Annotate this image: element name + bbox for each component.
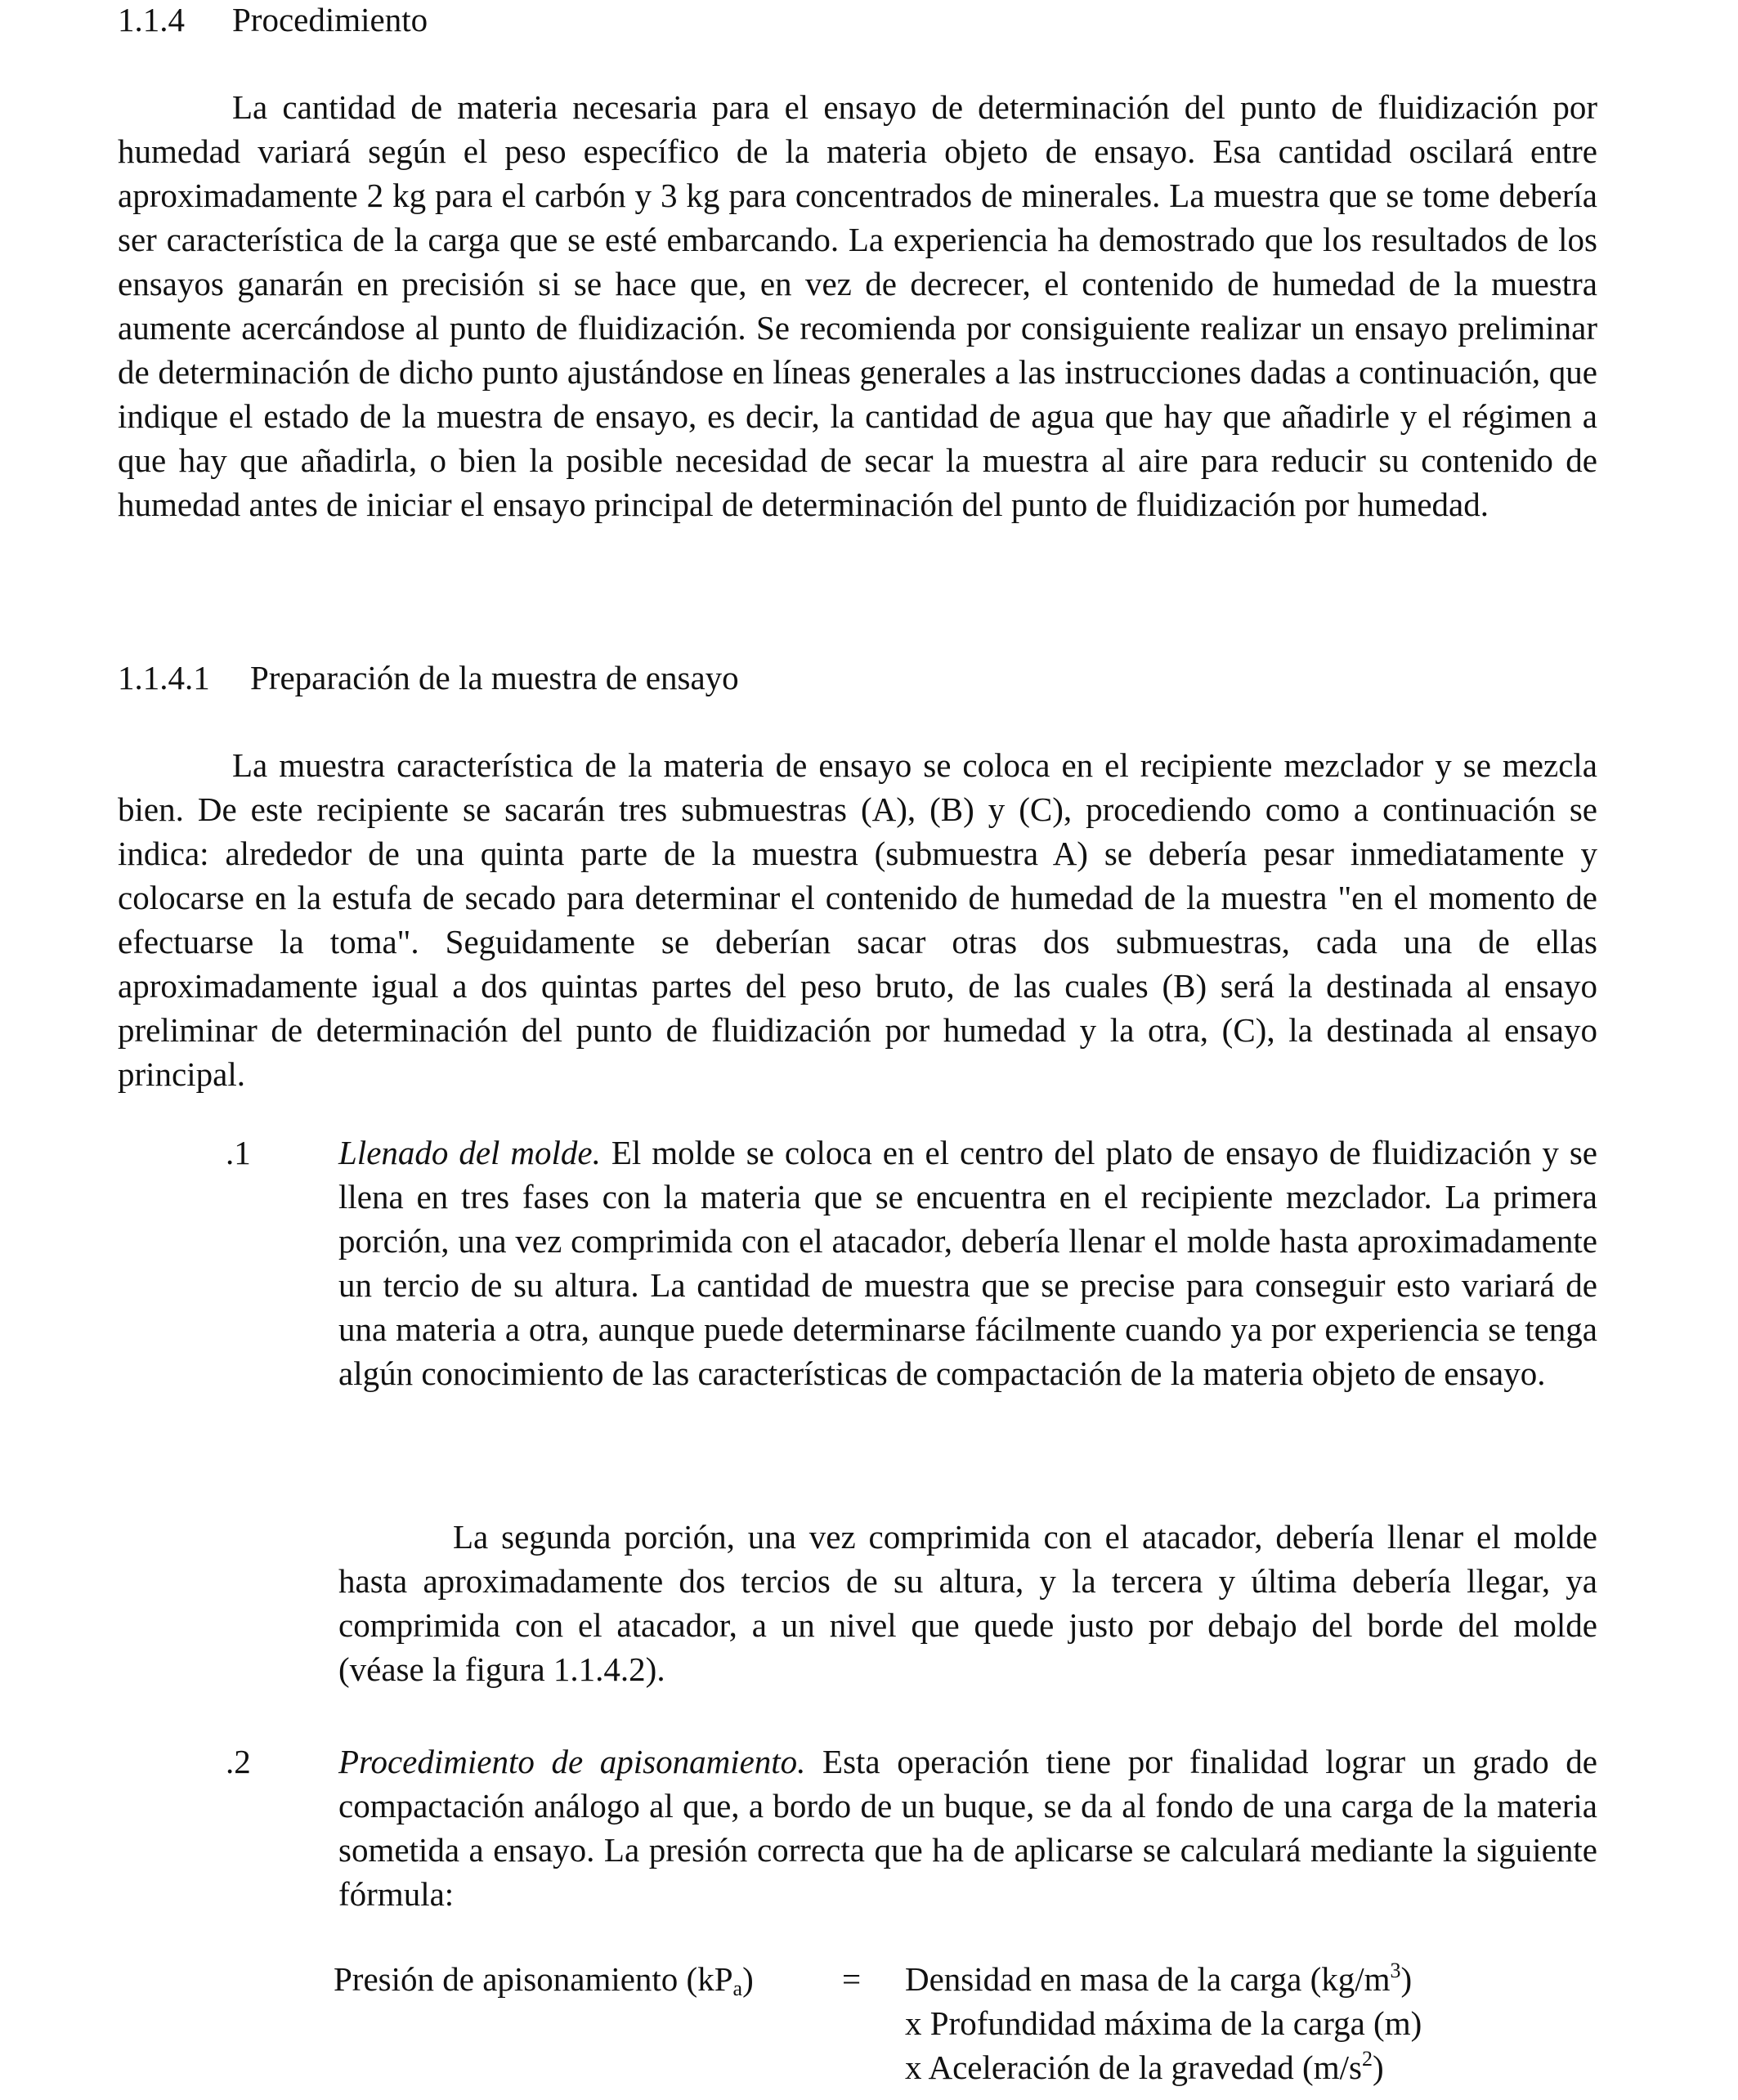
item-text: El molde se coloca en el centro del plato de ensayo de fluidización y se llena en tres fases con la materia que se encuentra en el recipiente mezclador. La primera porción, una vez comprimida con el atacador, debería llenar el molde hasta aproximadamente un tercio de su altura. La cantidad de muestra que se precise para conseguir esto variará de una materia a otra, aunque puede determinarse fácilmente cuando ya por experiencia se tenga algún conocimiento de las características de compactación de la materia objeto de ensayo. (338, 1134, 1597, 1392)
formula-equals: = (842, 1960, 862, 1998)
section-number: 1.1.4 (118, 1, 185, 38)
list-item (338, 1131, 1597, 1395)
item-continuation: La segunda porción, una vez comprimida con el atacador, debería llenar el molde hasta aproximadamente dos tercios de su altura, y la tercera y última debería llegar, ya comprimida con el atacador, a un nivel que quede justo por debajo del borde del molde (véase la figura 1.1.4.2). (338, 1518, 1597, 1688)
list-item (338, 1740, 1597, 1916)
section-title: Procedimiento (232, 1, 428, 38)
item-text: Esta operación tiene por finalidad lograr un grado de compactación análogo al que, a bordo de un buque, se da al fondo de una carga de la materia sometida a ensayo. La presión correcta que ha de aplicarse se calculará mediante la siguiente fórmula: (338, 1743, 1597, 1913)
section-heading (118, 0, 428, 41)
formula-line-gravity: x Aceleración de la gravedad $(m/s^2)$ (905, 2047, 1384, 2086)
item-number: .1 (226, 1134, 251, 1171)
subsection-number: 1.1.4.1 (118, 659, 210, 696)
formula-label: Presión de apisonamiento $(kP_a)$ (334, 1960, 754, 2000)
item-number: .2 (226, 1743, 251, 1780)
item-title: Procedimiento de apisonamiento. (338, 1743, 806, 1780)
intro-paragraph: La cantidad de materia necesaria para el ensayo de determinación del punto de fluidización por humedad variará según el peso específico de la materia objeto de ensayo. Esa cantidad oscilará entre aproximadamente 2 kg para el carbón y 3 kg para concentrados de minerales. La muestra que se tome debería ser característica de la carga que se esté embarcando. La experiencia ha demostrado que los resultados de los ensayos ganarán en precisión si se hace que, en vez de decrecer, el contenido de humedad de la muestra aumente acercándose al punto de fluidización. Se recomienda por consiguiente realizar un ensayo preliminar de determinación de dicho punto ajustándose en líneas generales a las instrucciones dadas a continuación, que indique el estado de la muestra de ensayo, es decir, la cantidad de agua que hay que añadirle y el régimen a que hay que añadirla, o bien la posible necesidad de secar la muestra al aire para reducir su contenido de humedad antes de iniciar el ensayo principal de determinación del punto de fluidización por humedad. (118, 88, 1597, 523)
subsection-title: Preparación de la muestra de ensayo (250, 659, 739, 696)
formula-line-density: Densidad en masa de la carga $(kg/m^3)$ (905, 1959, 1413, 1998)
formula-line-depth: x Profundidad máxima de la carga (m) (905, 2004, 1422, 2042)
item-title: Llenado del molde. (338, 1134, 601, 1171)
subsection-heading (118, 656, 739, 699)
sample-paragraph: La muestra característica de la materia de ensayo se coloca en el recipiente mezclador y se mezcla bien. De este recipiente se sacarán tres submuestras (A), (B) y (C), procediendo como a continuación se indica: alrededor de una quinta parte de la muestra (submuestra A) se debería pesar inmediatamente y colocarse en la estufa de secado para determinar el contenido de humedad de la muestra "en el momento de efectuarse la toma". Seguidamente se deberían sacar otras dos submuestras, cada una de ellas aproximadamente igual a dos quintas partes del peso bruto, de las cuales (B) será la destinada al ensayo preliminar de determinación del punto de fluidización por humedad y la otra, (C), la destinada al ensayo principal. (118, 746, 1597, 1093)
